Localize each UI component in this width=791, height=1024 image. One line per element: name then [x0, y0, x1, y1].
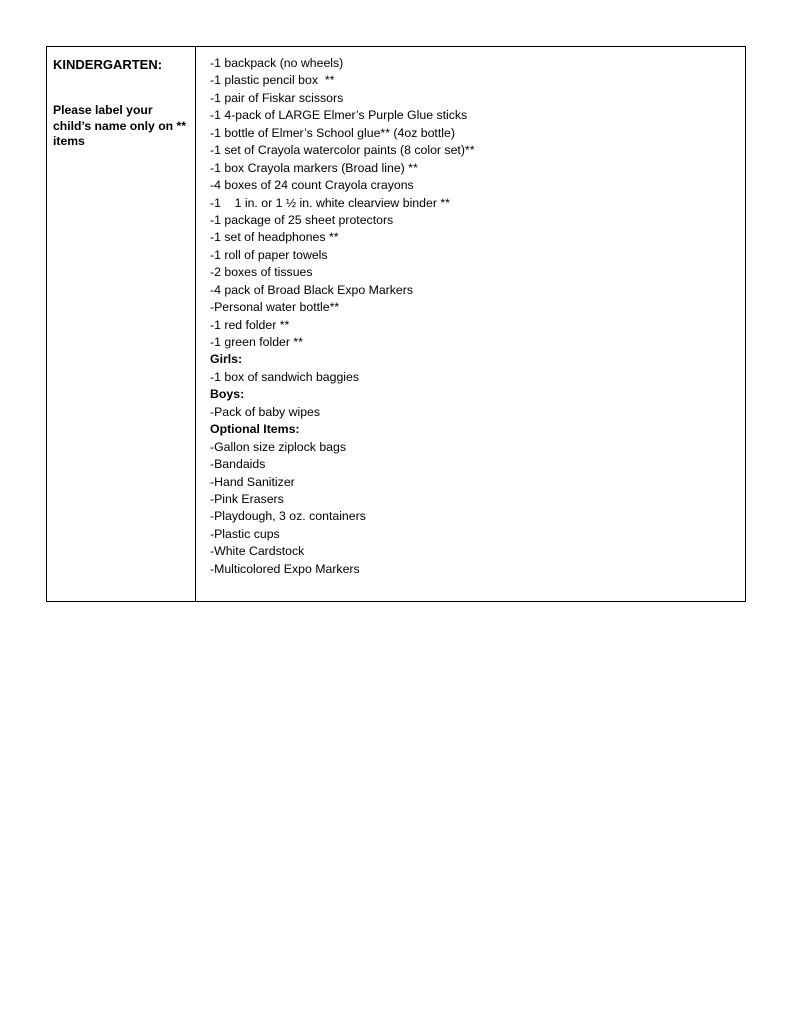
supply-item: -Multicolored Expo Markers — [210, 561, 360, 576]
supply-item: -Bandaids — [210, 457, 266, 472]
supply-item: -Pink Erasers — [210, 491, 284, 506]
grade-column — [47, 47, 196, 601]
supply-item: -1 plastic pencil box ** — [210, 73, 335, 88]
label-instruction: Please label your child’s name only on ** items — [53, 103, 186, 148]
supply-item: -1 1 in. or 1 ½ in. white clearview binder ** — [210, 195, 450, 210]
supply-item: -1 set of Crayola watercolor paints (8 color set)** — [210, 143, 475, 158]
supply-item: -White Cardstock — [210, 544, 305, 559]
supply-item: -Pack of baby wipes — [210, 404, 321, 419]
supply-item: -1 green folder ** — [210, 335, 303, 349]
supply-item: -Playdough, 3 oz. containers — [210, 509, 366, 524]
supply-item: -Plastic cups — [210, 526, 280, 541]
supplies-column — [196, 47, 745, 601]
supply-item: -1 red folder ** — [210, 317, 290, 332]
supply-item: -1 bottle of Elmer’s School glue** (4oz bottle) — [210, 125, 455, 140]
section-heading: Boys: — [210, 387, 245, 402]
supply-item: -1 roll of paper towels — [210, 247, 328, 262]
supply-list-table — [46, 46, 746, 602]
grade-title: KINDERGARTEN: — [53, 57, 163, 72]
supply-item: -Personal water bottle** — [210, 300, 340, 315]
supply-items-list — [210, 55, 745, 578]
supply-item: -1 box of sandwich baggies — [210, 369, 360, 384]
supply-item: -4 boxes of 24 count Crayola crayons — [210, 178, 414, 193]
supply-item: -1 backpack (no wheels) — [210, 56, 344, 70]
supply-item: -Hand Sanitizer — [210, 474, 295, 489]
supply-item: -1 box Crayola markers (Broad line) ** — [210, 160, 418, 175]
section-heading: Girls: — [210, 352, 243, 367]
supply-item: -Gallon size ziplock bags — [210, 439, 347, 454]
supply-item: -1 set of headphones ** — [210, 230, 339, 245]
supply-item: -2 boxes of tissues — [210, 265, 313, 280]
supply-item: -4 pack of Broad Black Expo Markers — [210, 282, 413, 297]
section-heading: Optional Items: — [210, 422, 300, 437]
supply-item: -1 4-pack of LARGE Elmer’s Purple Glue sticks — [210, 108, 468, 123]
supply-item: -1 package of 25 sheet protectors — [210, 212, 394, 227]
supply-item: -1 pair of Fiskar scissors — [210, 90, 344, 105]
